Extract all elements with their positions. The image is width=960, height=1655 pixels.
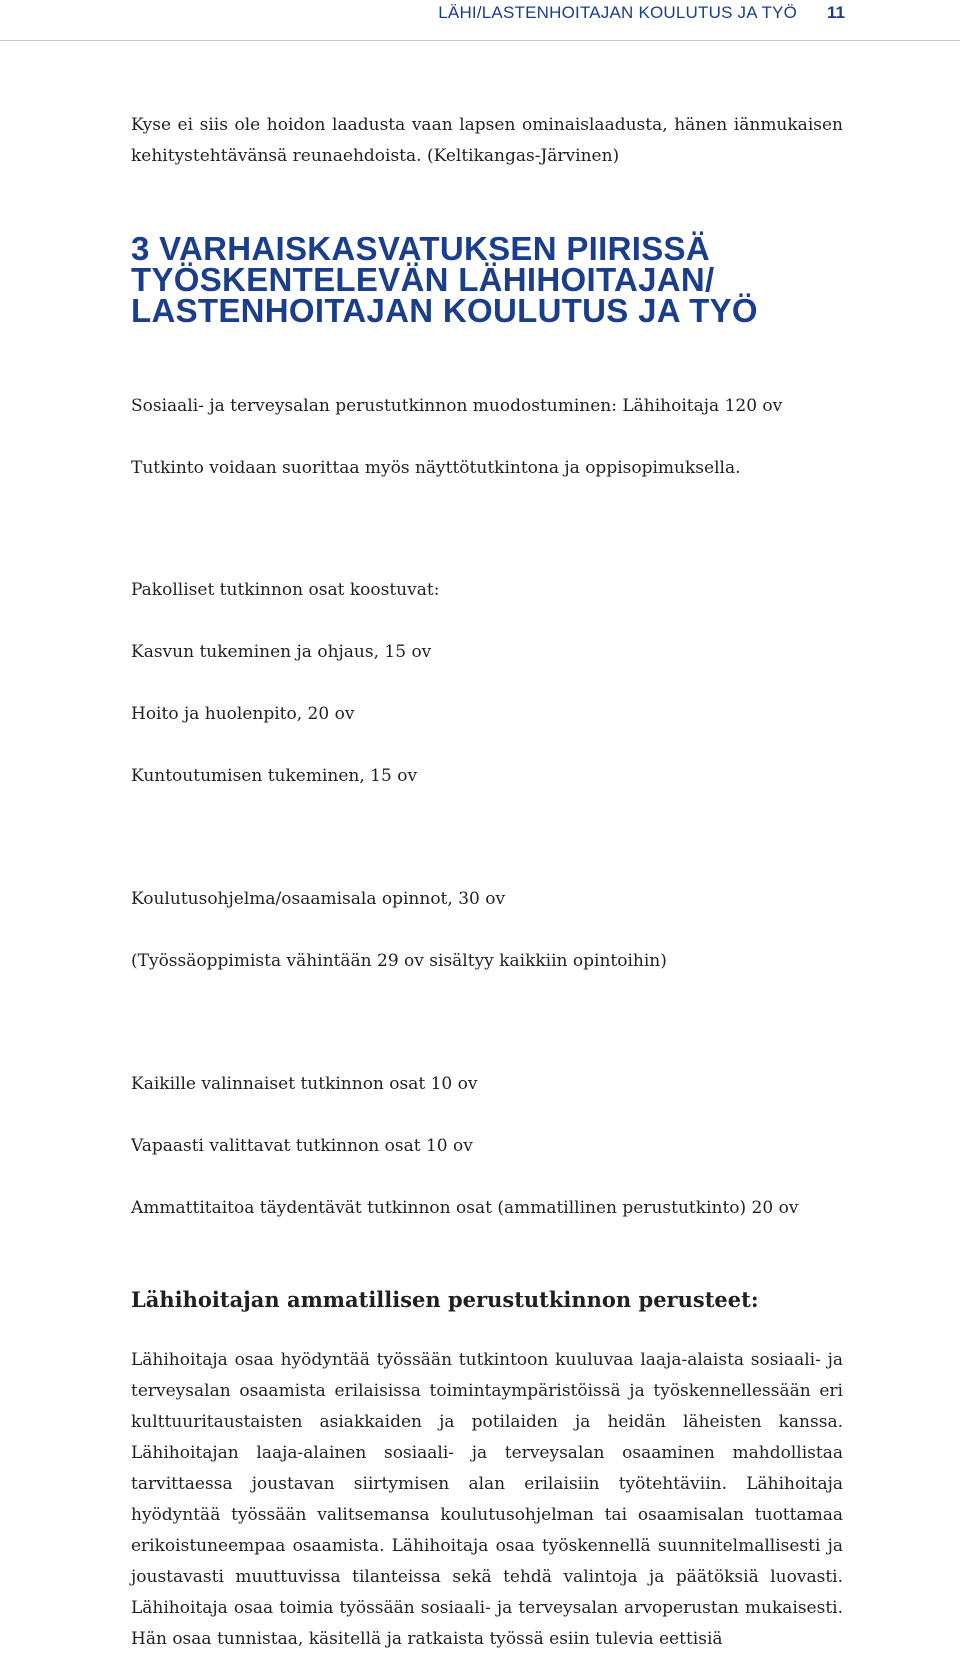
section-heading bbox=[131, 230, 843, 329]
section-heading-line-2: TYÖSKENTELEVÄN LÄHIHOITAJAN/ bbox=[131, 261, 715, 298]
intro-paragraph: Kyse ei siis ole hoidon laadusta vaan lapsen ominaislaadusta, hänen iänmukaisen kehitystehtävänsä reunaehdoista. (Keltikangas-Järvinen) bbox=[131, 115, 843, 166]
mandatory-units-list bbox=[131, 544, 843, 823]
optional-unit-item: Ammattitaitoa täydentävät tutkinnon osat (ammatillinen perustutkinto) 20 ov bbox=[131, 1198, 799, 1218]
section-heading-line-1: 3 VARHAISKASVATUKSEN PIIRISSÄ bbox=[131, 230, 710, 267]
programme-studies-block bbox=[131, 853, 843, 1008]
overview-block bbox=[131, 360, 843, 515]
running-header bbox=[0, 0, 960, 41]
work-learning-note: (Työssäoppimista vähintään 29 ov sisältyy kaikkiin opintoihin) bbox=[131, 951, 667, 971]
basics-subheading: Lähihoitajan ammatillisen perustutkinnon perusteet: bbox=[131, 1287, 759, 1312]
mandatory-unit-item: Kuntoutumisen tukeminen, 15 ov bbox=[131, 766, 418, 786]
page-number: 11 bbox=[827, 3, 845, 22]
optional-unit-item: Kaikille valinnaiset tutkinnon osat 10 ov bbox=[131, 1074, 478, 1094]
mandatory-unit-item: Kasvun tukeminen ja ohjaus, 15 ov bbox=[131, 642, 432, 662]
running-title: LÄHI/LASTENHOITAJAN KOULUTUS JA TYÖ bbox=[438, 3, 797, 22]
basics-paragraph: Lähihoitaja osaa hyödyntää työssään tutkintoon kuuluvaa laaja-alaista sosiaali- ja terveysalan osaamista erilaisissa toimintaympäristöissä ja työskennellessään eri kulttuuritaustaisten asiakkaiden ja potilaiden ja heidän läheisten kanssa. Lähihoitajan laaja-alainen sosiaali- ja terveysalan osaaminen mahdollistaa tarvittaessa joustavan siirtymisen alan erilaisiin työtehtäviin. Lähihoitaja hyödyntää työssään valitsemansa koulutusohjelman tai osaamisalan tuottamaa erikoistuneempaa osaamista. Lähihoitaja osaa työskennellä suunnitelmallisesti ja joustavasti muuttuvissa tilanteissa sekä tehdä valintoja ja päätöksiä luovasti. Lähihoitaja osaa toimia työssään sosiaali- ja terveysalan arvoperustan mukaisesti. Hän osaa tunnistaa, käsitellä ja ratkaista työssä esiin tulevia eettisiä bbox=[131, 1350, 843, 1649]
mandatory-unit-item: Hoito ja huolenpito, 20 ov bbox=[131, 704, 355, 724]
programme-studies-line: Koulutusohjelma/osaamisala opinnot, 30 ov bbox=[131, 889, 506, 909]
overview-line-composition: Sosiaali- ja terveysalan perustutkinnon muodostuminen: Lähihoitaja 120 ov bbox=[131, 396, 783, 416]
section-heading-line-3: LASTENHOITAJAN KOULUTUS JA TYÖ bbox=[131, 292, 758, 329]
page-body bbox=[131, 110, 843, 1655]
optional-unit-item: Vapaasti valittavat tutkinnon osat 10 ov bbox=[131, 1136, 473, 1156]
overview-line-completion: Tutkinto voidaan suorittaa myös näyttötutkintona ja oppisopimuksella. bbox=[131, 458, 741, 478]
mandatory-units-intro: Pakolliset tutkinnon osat koostuvat: bbox=[131, 580, 440, 600]
optional-units-list bbox=[131, 1038, 843, 1255]
